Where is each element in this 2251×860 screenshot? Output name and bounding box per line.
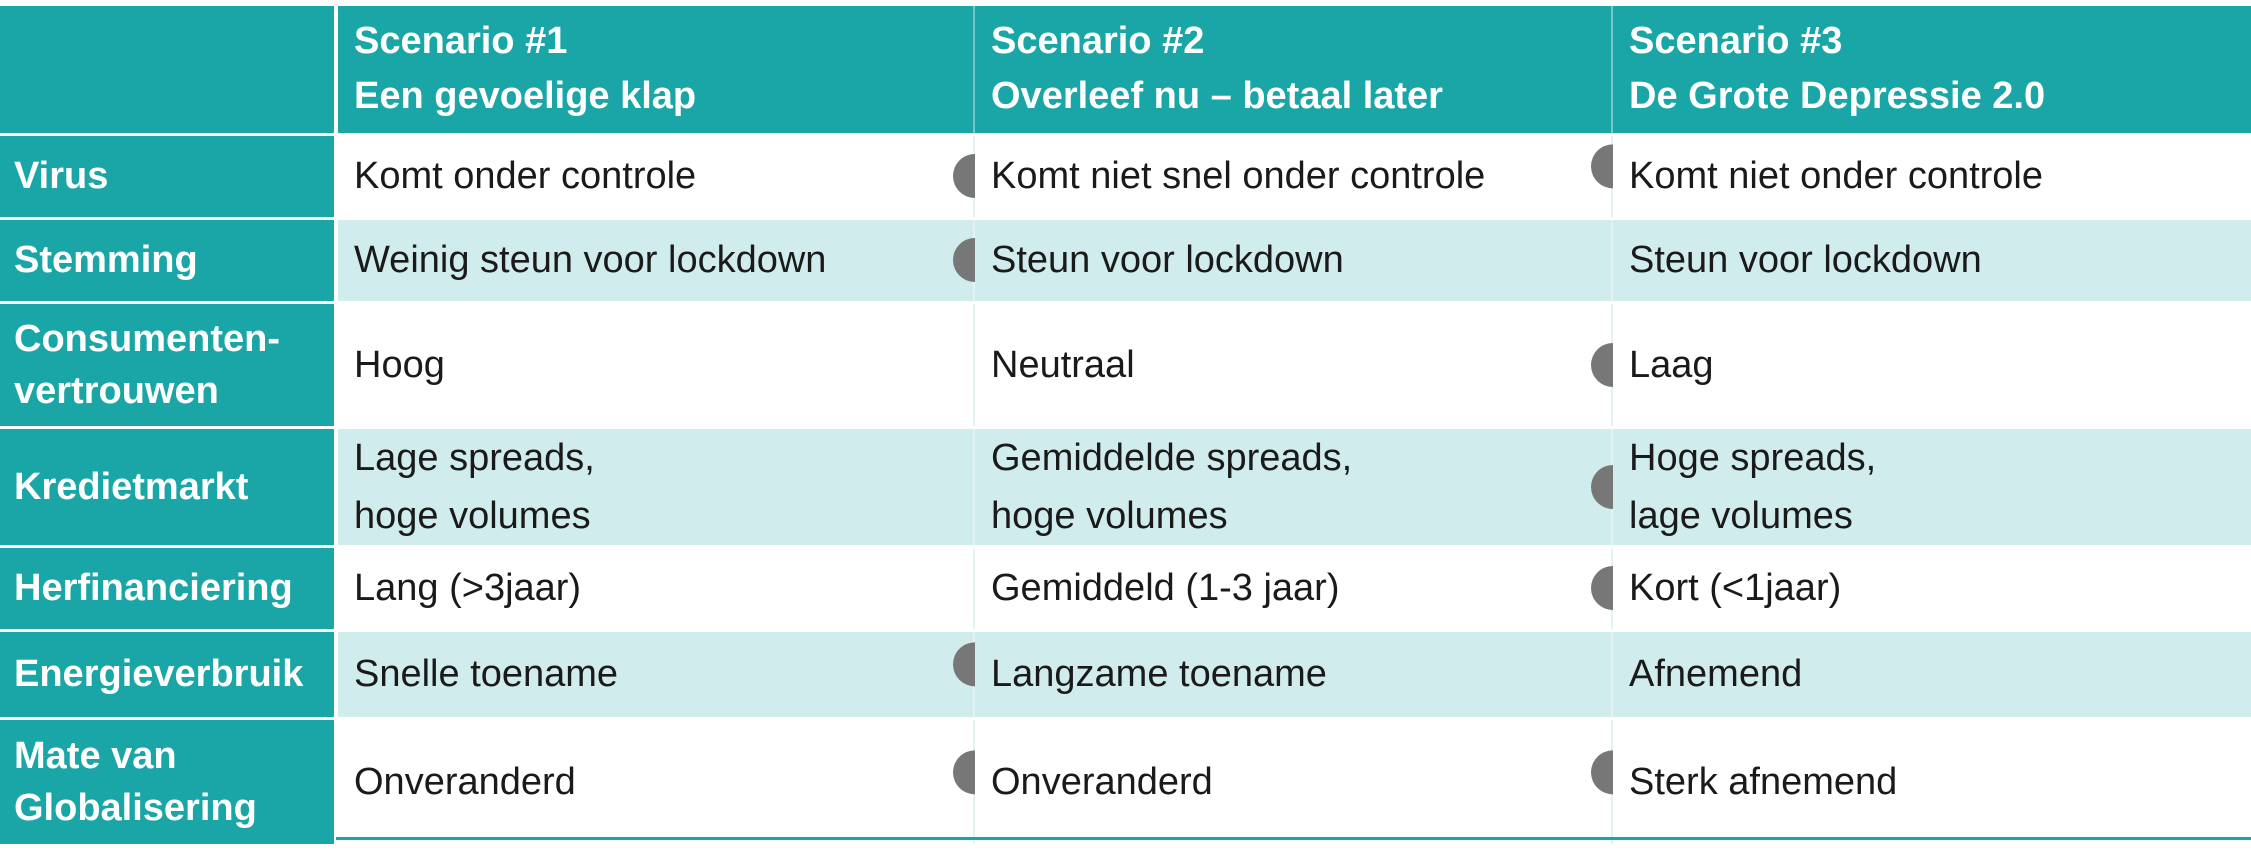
scenario-2-cell: [974, 718, 1612, 844]
table-row: [0, 630, 2251, 718]
scenario-1-cell: [336, 427, 974, 546]
cell-text: Afnemend: [1629, 653, 1803, 695]
cell-text: Komt onder controle: [354, 155, 697, 197]
cell-text: Weinig steun voor lockdown: [354, 239, 827, 281]
table-row: [0, 134, 2251, 218]
header-row: [0, 6, 2251, 134]
row-label-line: Mate van: [14, 734, 177, 777]
scenario-number: Scenario #2: [991, 20, 1205, 63]
row-label: [0, 630, 336, 718]
scenario-3-cell: [1612, 718, 2251, 844]
cell-text: Steun voor lockdown: [991, 239, 1344, 281]
scenario-1-cell: [336, 718, 974, 844]
scenario-1-cell: [336, 546, 974, 630]
cell-text: Neutraal: [991, 343, 1135, 386]
scenario-header-2: [974, 6, 1612, 134]
scenario-3-cell: [1612, 546, 2251, 630]
cell-text: Gemiddelde spreads,: [991, 436, 1353, 479]
cell-text: Laag: [1629, 343, 1714, 386]
scenario-table: [0, 6, 2251, 844]
cell-text: Steun voor lockdown: [1629, 239, 1982, 281]
row-label-line: Consumenten-: [14, 317, 280, 360]
scenario-3-cell: [1612, 134, 2251, 218]
scenario-1-cell: [336, 218, 974, 302]
cell-text: hoge volumes: [991, 494, 1228, 537]
scenario-2-cell: [974, 427, 1612, 546]
scenario-name: Overleef nu – betaal later: [991, 75, 1443, 118]
cell-text: Hoge spreads,: [1629, 436, 1877, 479]
table-row: [0, 718, 2251, 844]
scenario-number: Scenario #3: [1629, 20, 1843, 63]
row-label-line: Herfinanciering: [14, 567, 293, 609]
cell-text: hoge volumes: [354, 494, 591, 537]
cell-text: Kort (<1jaar): [1629, 567, 1842, 609]
cell-text: Komt niet snel onder controle: [991, 155, 1486, 197]
row-label: [0, 546, 336, 630]
scenario-number: Scenario #1: [354, 20, 568, 63]
scenario-2-cell: [974, 546, 1612, 630]
row-label: [0, 718, 336, 844]
cell-text: Onveranderd: [354, 760, 576, 803]
table-row: [0, 546, 2251, 630]
bottom-divider: [336, 837, 2251, 840]
table-row: [0, 302, 2251, 427]
cell-text: Gemiddeld (1-3 jaar): [991, 567, 1340, 609]
scenario-1-cell: [336, 630, 974, 718]
row-label-line: Kredietmarkt: [14, 465, 249, 508]
corner-cell: [0, 6, 336, 134]
scenario-header-3: [1612, 6, 2251, 134]
scenario-1-cell: [336, 134, 974, 218]
scenario-2-cell: [974, 218, 1612, 302]
cell-text: Hoog: [354, 343, 445, 386]
cell-text: lage volumes: [1629, 494, 1853, 537]
row-label: [0, 134, 336, 218]
cell-text: Langzame toename: [991, 653, 1327, 695]
cell-text: Komt niet onder controle: [1629, 155, 2044, 197]
row-label-line: Energieverbruik: [14, 653, 304, 695]
cell-text: Onveranderd: [991, 760, 1213, 803]
scenario-name: De Grote Depressie 2.0: [1629, 75, 2046, 118]
cell-text: Snelle toename: [354, 653, 619, 695]
row-label-line: Globalisering: [14, 786, 257, 829]
row-label-line: vertrouwen: [14, 369, 219, 412]
scenario-3-cell: [1612, 218, 2251, 302]
scenario-3-cell: [1612, 630, 2251, 718]
row-label-line: Stemming: [14, 239, 198, 281]
row-label: [0, 302, 336, 427]
scenario-3-cell: [1612, 427, 2251, 546]
row-label-line: Virus: [14, 155, 109, 197]
cell-text: Lang (>3jaar): [354, 567, 582, 609]
scenario-1-cell: [336, 302, 974, 427]
cell-text: Sterk afnemend: [1629, 760, 1898, 803]
scenario-header-1: [336, 6, 974, 134]
row-label: [0, 218, 336, 302]
scenario-3-cell: [1612, 302, 2251, 427]
table-row: [0, 218, 2251, 302]
table-row: [0, 427, 2251, 546]
row-label: [0, 427, 336, 546]
scenario-2-cell: [974, 134, 1612, 218]
scenario-2-cell: [974, 302, 1612, 427]
table-body: [0, 134, 2251, 844]
cell-text: Lage spreads,: [354, 436, 595, 479]
scenario-name: Een gevoelige klap: [354, 75, 697, 118]
scenario-2-cell: [974, 630, 1612, 718]
